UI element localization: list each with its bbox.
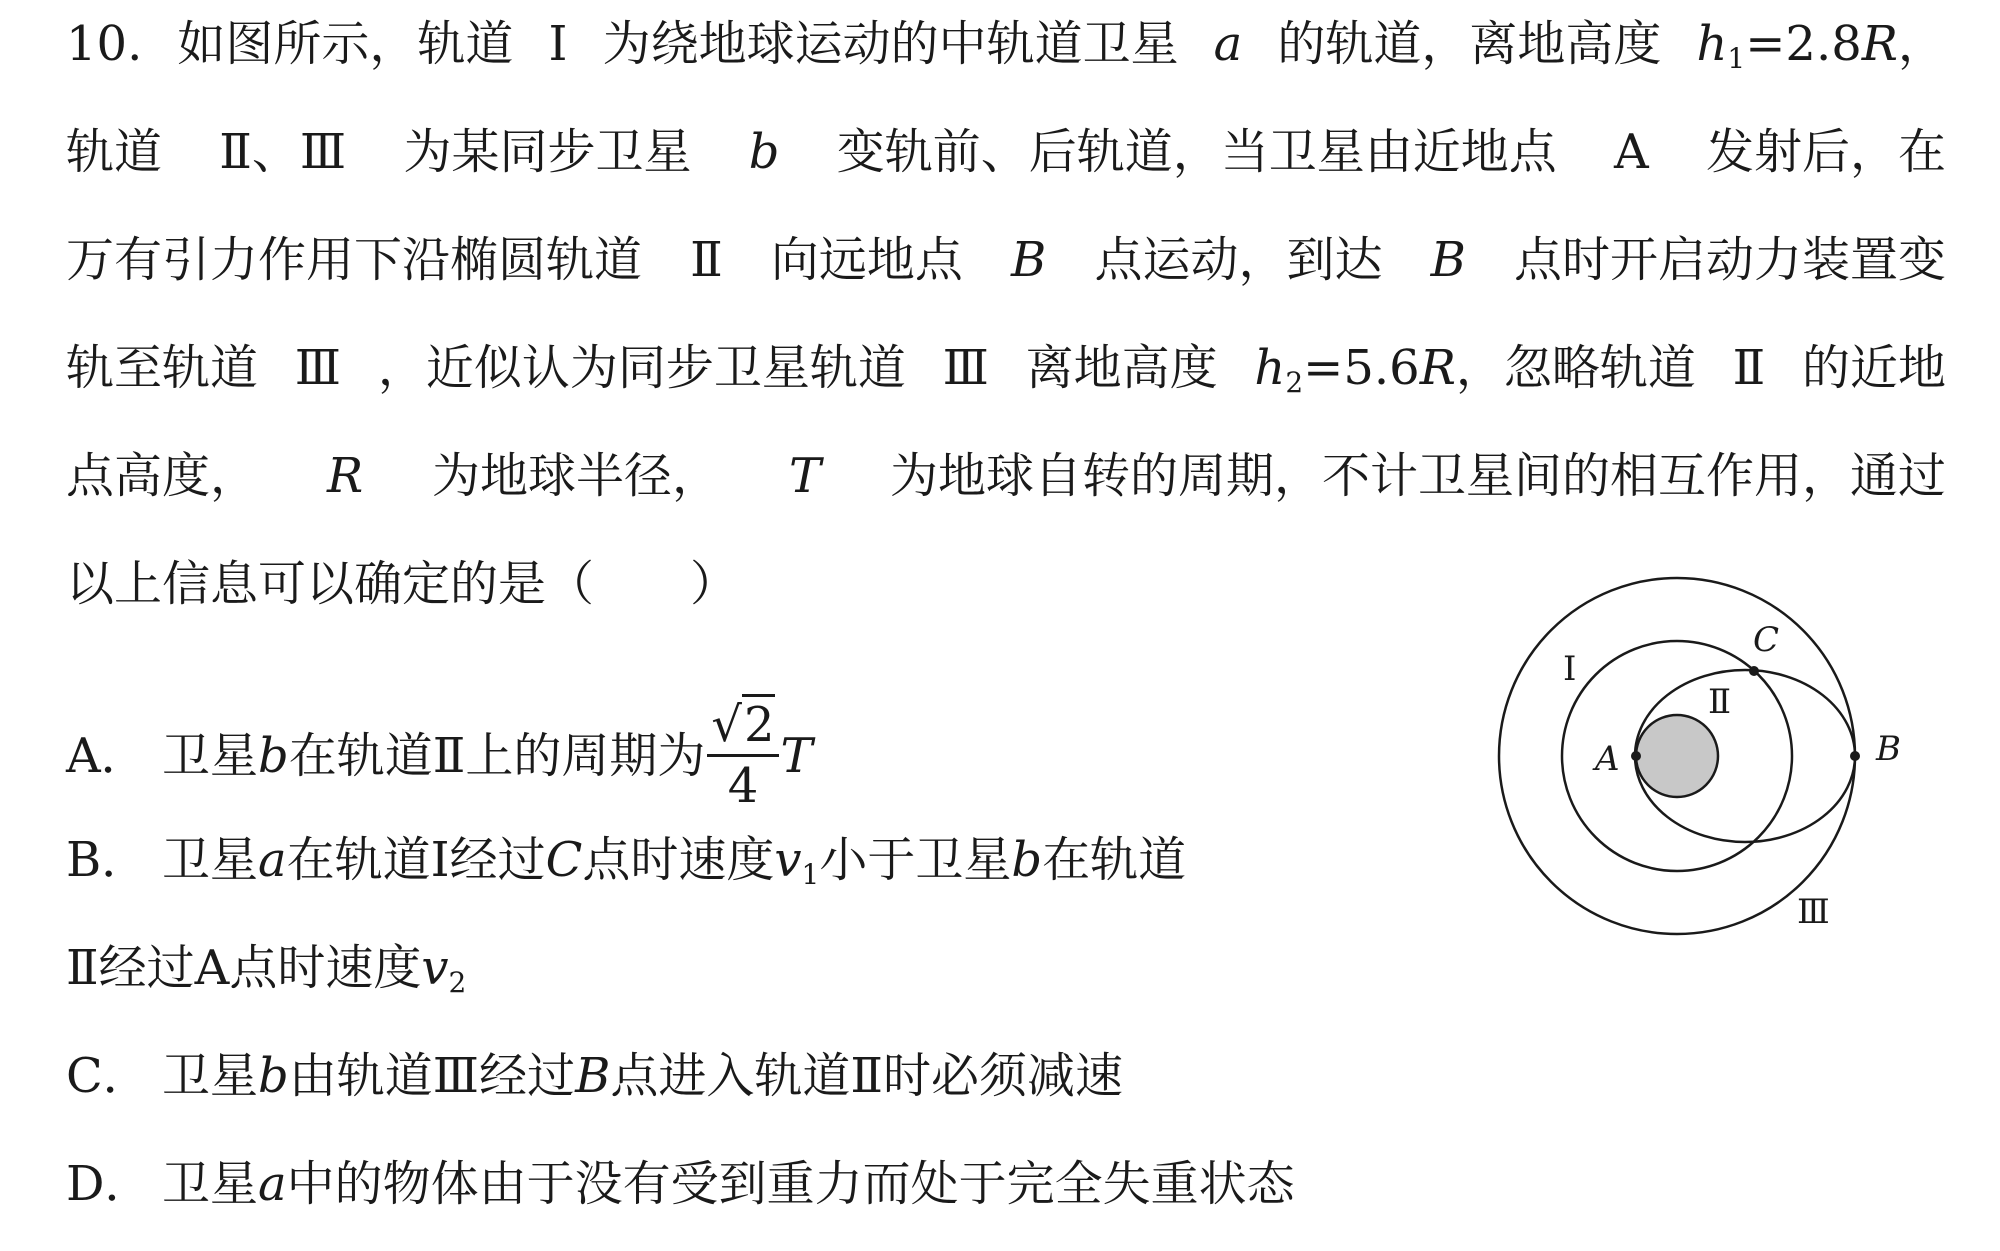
option-b-letter: B． [66, 832, 150, 888]
question-line-3 [66, 230, 1946, 290]
orbit-diagram [1480, 565, 1930, 945]
option-a[interactable]: A． 卫星b在轨道Ⅱ上的周期为 $\frac{√2}{4}$ T [66, 700, 813, 819]
question-text: 发射后，在 [1705, 124, 1946, 180]
point-a-dot [1631, 751, 1641, 761]
question-text: 离地高度 [1025, 340, 1218, 396]
point-c-label: C [1753, 620, 1780, 660]
option-d[interactable]: D． 卫星a中的物体由于没有受到重力而处于完全失重状态 [66, 1156, 1295, 1212]
question-text: 向远地点 [770, 232, 963, 288]
option-c[interactable]: C． 卫星b由轨道Ⅲ经过B点进入轨道Ⅱ时必须减速 [66, 1048, 1124, 1104]
orbit-3-symbol: Ⅲ [294, 340, 342, 396]
option-d-letter: D． [66, 1156, 153, 1212]
point-b-label: B [1876, 729, 1901, 769]
orbit-2-symbol: Ⅱ [690, 232, 723, 288]
sqrt-icon: √ [711, 697, 742, 753]
question-number: 10. [66, 16, 143, 72]
orbit-3-symbol: Ⅲ [942, 340, 989, 396]
point-b-symbol: B [1430, 232, 1466, 288]
option-c-letter: C． [66, 1048, 151, 1104]
period-fraction: $\frac{√2}{4}$ [707, 696, 778, 815]
question-text: 点运动，到达 [1094, 232, 1383, 288]
orbit-1-label: Ⅰ [1563, 649, 1577, 689]
option-a-letter: A． [66, 728, 149, 784]
question-line-2 [66, 122, 1946, 182]
question-line-1 [66, 14, 1946, 74]
height-h2-expression: $h_2=5.6R$，忽略轨道 [1254, 340, 1696, 399]
question-text: ，近似认为同步卫星轨道 [377, 340, 906, 396]
question-line-4 [66, 338, 1946, 398]
period-t-symbol: T [788, 448, 821, 504]
question-line-5 [66, 446, 1946, 506]
question-text: 点时开启动力装置变 [1513, 232, 1946, 288]
question-text: 为某同步卫星 [403, 124, 692, 180]
question-text: 为地球半径， [432, 448, 721, 504]
point-c-dot [1749, 666, 1759, 676]
question-text: 万有引力作用下沿椭圆轨道 [66, 232, 643, 288]
earth [1636, 715, 1718, 797]
point-a-label: A [1595, 739, 1620, 779]
orbit-3-label: Ⅲ [1797, 892, 1830, 932]
orbit-2-symbol: Ⅱ [1732, 340, 1766, 396]
question-text: 点高度， [66, 448, 259, 504]
satellite-a-symbol: a [1213, 16, 1243, 72]
question-text: 轨道 [66, 124, 163, 180]
height-h1-expression: $h_1=2.8R$， [1696, 16, 1946, 75]
point-b-symbol: B [1011, 232, 1047, 288]
question-text: 变轨前、后轨道，当卫星由近地点 [836, 124, 1557, 180]
orbit-2-label: Ⅱ [1708, 682, 1732, 722]
point-b-dot [1850, 751, 1860, 761]
question-text: 为绕地球运动的中轨道卫星 [602, 16, 1179, 72]
question-text: 的近地 [1801, 340, 1946, 396]
question-text: 的轨道，离地高度 [1277, 16, 1662, 72]
option-b-continued[interactable]: Ⅱ经过A点时速度$v_2$ [66, 940, 467, 999]
orbit-1-symbol: Ⅰ [548, 16, 568, 72]
satellite-b-symbol: b [748, 124, 780, 180]
question-text: 如图所示，轨道 [177, 16, 514, 72]
radius-r-symbol: R [326, 448, 364, 504]
question-text: 轨至轨道 [66, 340, 259, 396]
option-b[interactable]: B． 卫星a在轨道Ⅰ经过C点时速度$v_1$小于卫星b在轨道 [66, 832, 1187, 891]
point-a-symbol: A [1614, 124, 1649, 180]
question-text: 为地球自转的周期，不计卫星间的相互作用，通过 [889, 448, 1946, 504]
question-line-6: 以上信息可以确定的是（ ） [66, 556, 739, 612]
orbit-2-3-symbols: Ⅱ、Ⅲ [219, 124, 347, 180]
